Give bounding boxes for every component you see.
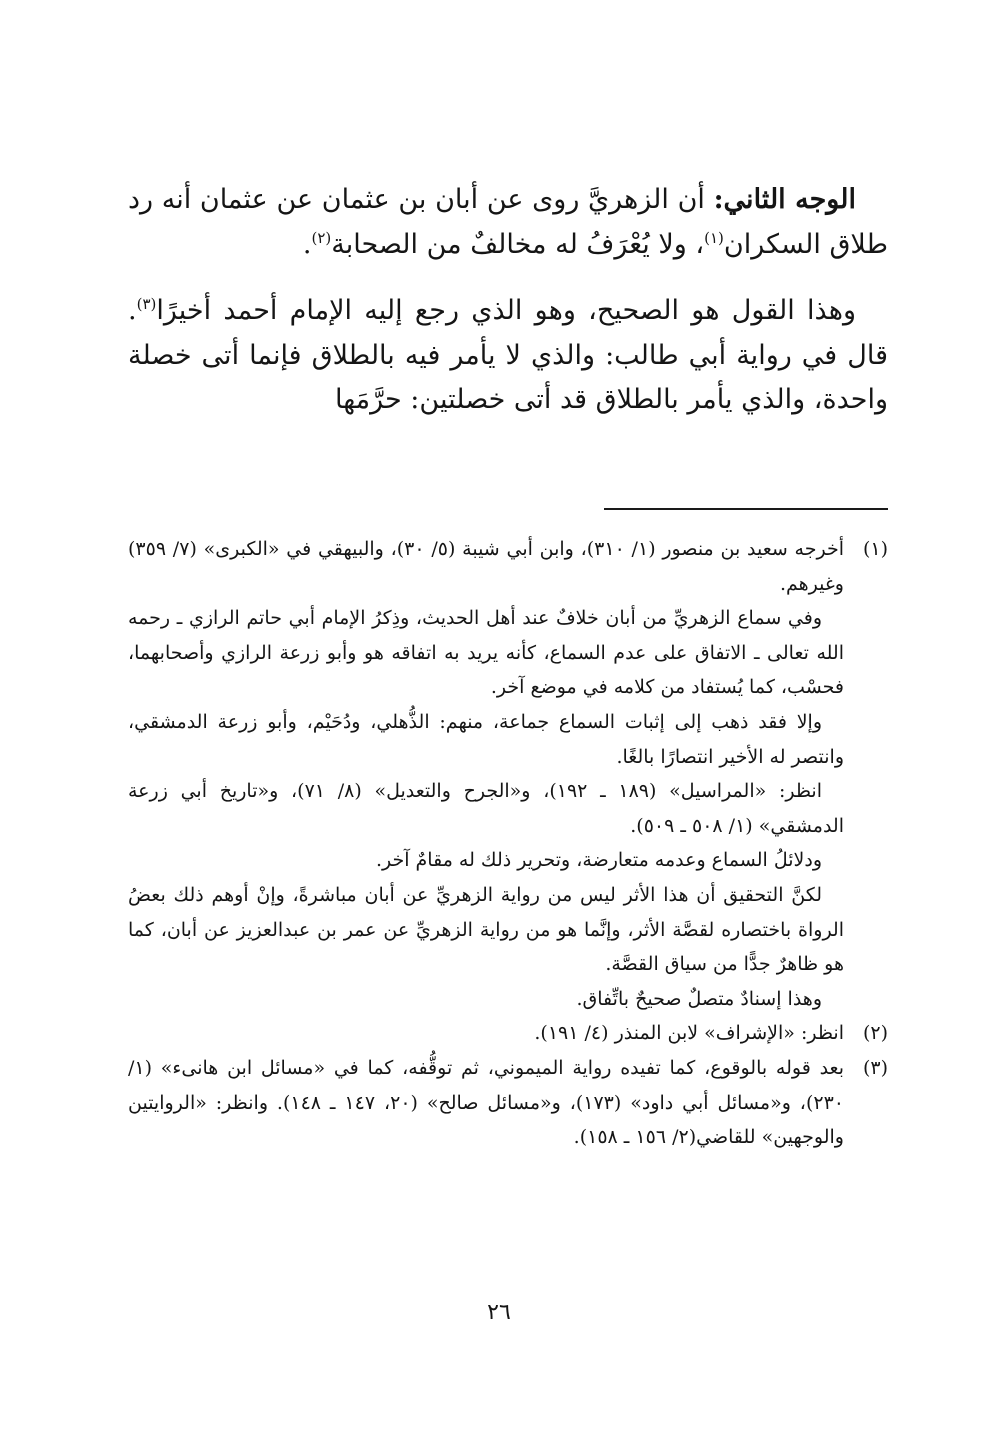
footnote-number: (٣) xyxy=(862,1056,888,1079)
page-number: ٢٦ xyxy=(487,1300,511,1325)
footnote-2 xyxy=(128,1016,888,1051)
footnote-paragraph: انظر: «الإشراف» لابن المنذر (٤/ ١٩١). xyxy=(534,1022,844,1045)
footnote-paragraph: لكنَّ التحقيق أن هذا الأثر ليس من رواية الزهريِّ عن أبان مباشرةً، وإنْ أوهم ذلك بعضُ الرواة باختصاره لقصَّة الأثر، وإنَّما هو من رواية الزهريِّ عن عمر بن عبدالعزيز عن أبان، كما هو ظاهرٌ جدًّا من سياق القصَّة. xyxy=(128,883,844,976)
footnote-separator xyxy=(604,508,888,510)
footnote-body xyxy=(128,1016,844,1051)
footnote-3 xyxy=(128,1051,888,1155)
footnote-number: (١) xyxy=(862,538,888,560)
footnotes xyxy=(128,532,888,1155)
footnote-paragraph: وإلا فقد ذهب إلى إثبات السماع جماعة، منهم: الذُّهلي، ودُحَيْم، وأبو زرعة الدمشقي، وانتصر له الأخير انتصارًا بالغًا. xyxy=(128,710,844,768)
paragraph-second xyxy=(128,289,888,423)
section-heading: الوجه الثاني: xyxy=(713,184,856,215)
footnote-paragraph: أخرجه سعيد بن منصور (١/ ٣١٠)، وابن أبي شيبة (٥/ ٣٠)، والبيهقي في «الكبرى» (٧/ ٣٥٩) وغيرهم. xyxy=(128,538,844,595)
footnote-ref-1[interactable]: (١) xyxy=(704,228,724,247)
footnote-paragraph: انظر: «المراسيل» (١٨٩ ـ ١٩٢)، و«الجرح والتعديل» (٨/ ٧١)، و«تاريخ أبي زرعة الدمشقي» (١/ ٥٠٨ ـ ٥٠٩). xyxy=(128,780,844,837)
footnote-body xyxy=(128,1051,844,1155)
footnote-paragraph: وفي سماع الزهريِّ من أبان خلافٌ عند أهل الحديث، وذِكرُ الإمام أبي حاتم الرازي ـ رحمه الله تعالى ـ الاتفاق على عدم السماع، كأنه يريد به اتفاقه هو وأبو زرعة الرازي وأصحابهما، فحسْب، كما يُستفاد من كلامه في موضع آخر. xyxy=(128,607,844,699)
paragraph-text: وهذا القول هو الصحيح، وهو الذي رجع إليه الإمام أحمد أخيرًا xyxy=(156,295,856,326)
footnote-body xyxy=(128,532,844,1016)
paragraph-text: . قال في رواية أبي طالب: والذي لا يأمر فيه بالطلاق فإنما أتى خصلة واحدة، والذي يأمر بالطلاق قد أتى خصلتين: حرَّمَها xyxy=(128,295,888,415)
footnote-paragraph: وهذا إسنادٌ متصلٌ صحيحٌ باتِّفاق. xyxy=(576,987,822,1010)
footnote-paragraph: بعد قوله بالوقوع، كما تفيده رواية الميموني، ثم توقُّفه، كما في «مسائل ابن هانىء» (١/ ٢٣٠)، و«مسائل أبي داود» (١٧٣)، و«مسائل صالح» (٢٠، ١٤٧ ـ ١٤٨). وانظر: «الروايتين والوجهين» للقاضي(٢/ ١٥٦ ـ ١٥٨). xyxy=(128,1056,844,1149)
footnote-ref-3[interactable]: (٣) xyxy=(136,295,157,313)
paragraph-first xyxy=(128,178,888,267)
footnote-1 xyxy=(128,532,888,1016)
paragraph-text: ، ولا يُعْرَفُ له مخالفٌ من الصحابة xyxy=(331,228,705,260)
main-text xyxy=(128,178,888,423)
footnote-number: (٢) xyxy=(862,1022,888,1045)
paragraph-text: . xyxy=(302,228,312,260)
paragraph-text: أن الزهريَّ روى عن أبان بن عثمان عن عثمان أنه رد طلاق السكران xyxy=(128,184,888,260)
footnote-paragraph: ودلائلُ السماع وعدمه متعارضة، وتحرير ذلك له مقامٌ آخر. xyxy=(375,849,822,872)
footnote-ref-2[interactable]: (٢) xyxy=(311,228,332,247)
